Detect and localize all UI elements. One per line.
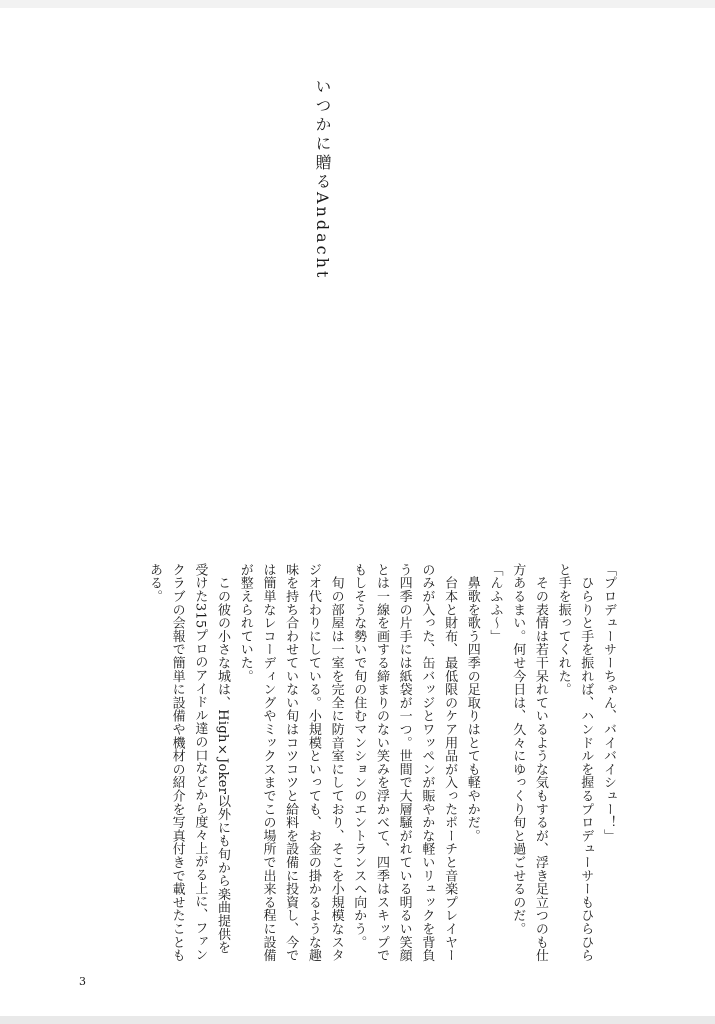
paragraph: 「プロデューサーちゃん、バイバイシュー！」 bbox=[601, 563, 616, 843]
paragraph: ひらりと手を振れば、ハンドルを握るプロデューサーもひらひらと手を振ってくれた。 bbox=[555, 563, 594, 962]
paragraph: この彼の小さな城は、High×Joker以外にも旬から楽曲提供を受けた315プロのアイドル達の口などから度々上がる上に、ファンクラブの会報で簡単に設備や機材の紹介を写真付きで載せたこともある。 bbox=[146, 563, 231, 962]
paragraph: 「んふふ〜」 bbox=[487, 563, 503, 643]
page-number: 3 bbox=[79, 975, 86, 988]
paragraph: 台本と財布、最低限のケア用品が入ったポーチと音楽プレイヤーのみが入った、缶バッジとワッペンが賑やかな軽いリュックを背負う四季の片手には紙袋が一つ。世間で大層騒がれている明るい笑顔とは一線を画する締まりのない笑みを浮かべて、四季はスキップでもしそうな勢いで旬の住むマンションのエントランスへ向かう。 bbox=[351, 563, 458, 962]
paragraph: 旬の部屋は一室を完全に防音室にしており、そこを小規模なスタジオ代わりにしている。小規模といっても、お金の掛かるような趣味を持ち合わせていない旬はコツコツと給料を設備に投資し、今では簡単なレコーディングやミックスまでこの場所で出来る程に設備が整えられていた。 bbox=[237, 563, 344, 962]
story-title: いつかに贈るAndacht bbox=[313, 78, 332, 281]
paragraph: その表情は若干呆れているような気もするが、浮き足立つのも仕方あるまい。何せ今日は、久々にゆっくり旬と過ごせるのだ。 bbox=[510, 563, 548, 962]
viewer-bottom-strip bbox=[0, 1016, 715, 1024]
paragraph: 鼻歌を歌う四季の足取りはとても軽やかだ。 bbox=[464, 563, 480, 843]
body-text bbox=[142, 563, 619, 963]
manuscript-page bbox=[0, 8, 715, 1016]
